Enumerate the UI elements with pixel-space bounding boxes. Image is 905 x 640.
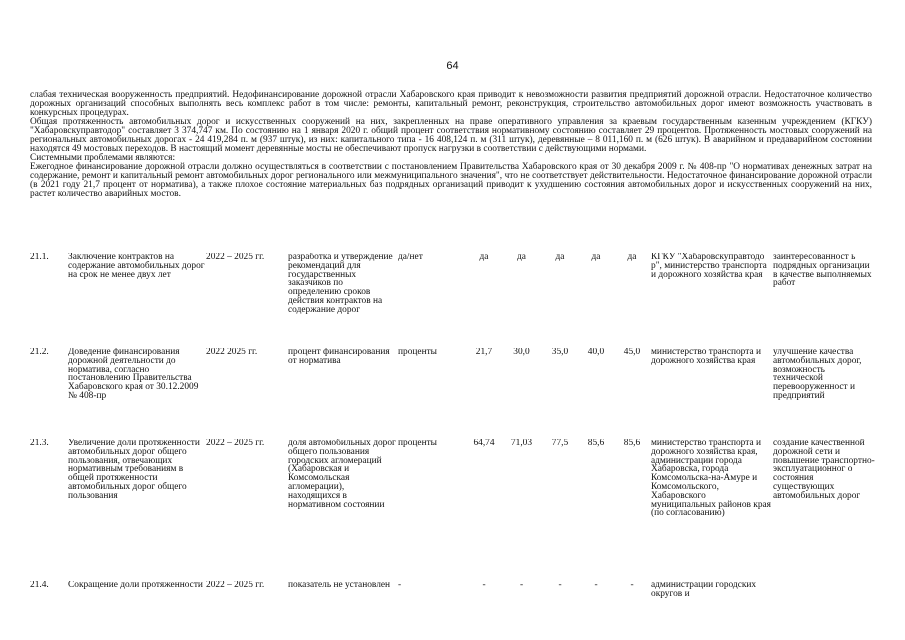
measures-table [30, 253, 875, 621]
period: 2022 – 2025 гг. [206, 581, 265, 590]
measure-name: Увеличение доли протяженности автомобильных дорог общего пользования, отвечающих нормативным требованиям в общей протяженности автомобильных дорог общего пользования [68, 439, 200, 501]
value-2023: 77,5 [551, 439, 569, 448]
unit: проценты [398, 348, 437, 357]
table-row [30, 348, 875, 439]
executor: министерство транспорта и дорожного хозяйства края, администрации города Хабаровска, города Комсомольска-на-Амуре и Комсомольского, Хабаровского муниципальных районов края (по согласованию) [651, 439, 771, 519]
value-2024: да [591, 253, 601, 262]
unit: - [398, 581, 402, 590]
value-2022: да [517, 253, 526, 262]
expected-result [773, 581, 875, 621]
table-row [30, 253, 875, 348]
intro-paragraph: Ежегодное финансирование дорожной отрасли должно осуществляться в соответствии с постановлением Правительства Хабаровского края от 30 декабря 2009 г. № 408-пр "О нормативах денежных затрат на содержание, ремонт и капитальный ремонт автомобильных дорог регионального или межмуниципального значения", что не соответствует действительности. Недостаточное финансирование дорожной отрасли (в 2021 году 21,7 процент от норматива), а также плохое состояние материальных баз подрядных организаций приводит к ухудшению состояния автомобильных дорог и искусственных сооружений на них, растет количество аварийных мостов. [30, 162, 872, 199]
unit: проценты [398, 439, 437, 448]
expected-result: создание качественной дорожной сети и повышение транспортно-эксплуатационног о состояния существующих автомобильных дорог [773, 439, 875, 501]
executor: администрации городских округов и [651, 581, 757, 599]
indicator: показатель не установлен [288, 581, 391, 590]
indicator: доля автомобильных дорог общего пользования городских агломераций (Хабаровская и Комсомольская агломерации), находящихся в нормативном состоянии [288, 439, 396, 510]
indicator: процент финансирования от норматива [288, 348, 390, 366]
intro-paragraph: Системными проблемами являются: [30, 153, 176, 163]
value-2022: 71,03 [510, 439, 533, 448]
measure-name: Сокращение доли протяженности [68, 581, 203, 590]
value-2023: - [558, 581, 562, 590]
value-2021: - [482, 581, 486, 590]
value-2024: 85,6 [587, 439, 605, 448]
table-row [30, 439, 875, 581]
expected-result: улучшение качества автомобильных дорог, возможность технической перевооруженност и предприятий [773, 348, 862, 401]
page-number: 64 [446, 60, 459, 72]
value-2025: 45,0 [623, 348, 641, 357]
table-row [30, 581, 875, 621]
value-2021: да [479, 253, 489, 262]
measure-name: Доведение финансирования дорожной деятельности до норматива, согласно постановлению Правительства Хабаровского края от 30.12.2009 № 408-пр [68, 348, 199, 401]
value-2023: 35,0 [551, 348, 569, 357]
period: 2022 – 2025 гг. [206, 439, 265, 448]
value-2025: да [627, 253, 637, 262]
row-number: 21.1. [30, 253, 49, 262]
expected-result: заинтересованност ь подрядных организации в качестве выполняемых работ [773, 253, 872, 289]
value-2022: - [519, 581, 524, 590]
indicator: разработка и утверждение рекомендаций для государственных заказчиков по определению сроков действия контрактов на содержание дорог [288, 253, 393, 315]
value-2021: 64,74 [473, 439, 495, 448]
period: 2022 2025 гг. [206, 348, 258, 357]
value-2021: 21,7 [475, 348, 493, 357]
intro-paragraph: Общая протяженность автомобильных дорог и искусственных сооружений на них, закрепленных на праве оперативного управления за краевым государственным казенным учреждением (КГКУ) "Хабаровскуправтодор" составляет 3 374,747 км. По состоянию на 1 января 2020 г. общий процент соответствия нормативному состоянию составляет 29 процентов. Протяженность мостовых сооружений на региональных автомобильных дорогах - 24 419,284 п. м (937 штук), из них: капитального типа - 16 408,124 п. м (311 штук), деревянные – 8 011,160 п. м (626 штук). В аварийном и предаварийном состоянии находятся 49 мостовых переходов. В настоящий момент деревянные мосты не обеспечивают пропуск нагрузки в соответствии с действующими нормами. [30, 117, 872, 154]
intro-text [30, 91, 872, 199]
row-number: 21.3. [30, 439, 49, 448]
value-2025: - [630, 581, 634, 590]
value-2025: 85,6 [623, 439, 641, 448]
value-2022: 30,0 [513, 348, 530, 357]
intro-paragraph: слабая техническая вооруженность предприятий. Недофинансирование дорожной отрасли Хабаровского края приводит к невозможности развития предприятий дорожной отрасли. Недостаточное количество дорожных организаций способных выполнять весь комплекс работ в том числе: ремонты, капитальный ремонт, реконструкция, строительство автомобильных дорог имеют возможность участвовать в конкурсных процедурах. [30, 90, 872, 118]
row-number: 21.4. [30, 581, 49, 590]
row-number: 21.2. [30, 348, 49, 357]
executor: министерство транспорта и дорожного хозяйства края [651, 348, 761, 366]
executor: КГКУ "Хабаровскуправтодо р", министерство транспорта и дорожного хозяйства края [651, 253, 767, 280]
unit: да/нет [398, 253, 423, 262]
measure-name: Заключение контрактов на содержание автомобильных дорог на срок не менее двух лет [68, 253, 205, 280]
value-2023: да [555, 253, 565, 262]
value-2024: - [594, 581, 598, 590]
value-2024: 40,0 [587, 348, 605, 357]
period: 2022 – 2025 гг. [206, 253, 265, 262]
